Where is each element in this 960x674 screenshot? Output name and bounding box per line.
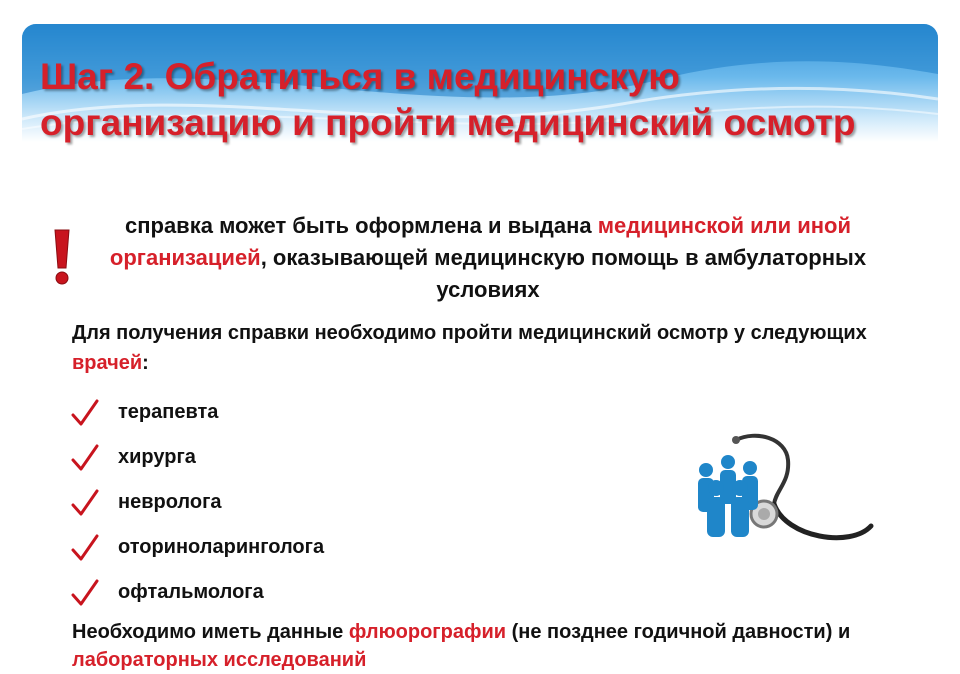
doctors-intro	[72, 318, 892, 378]
intro-highlight: врачей	[72, 352, 143, 374]
checkmark-icon	[70, 443, 100, 473]
doctor-label: офтальмолога	[118, 581, 264, 603]
page-title: Шаг 2. Обратиться в медицинскую организацию и пройти медицинский осмотр	[40, 56, 856, 143]
list-item	[70, 480, 324, 525]
list-item	[70, 390, 324, 435]
footer-highlight-2: лабораторных исследований	[72, 649, 367, 671]
list-item	[70, 525, 324, 570]
footer-highlight-1: флюорографии	[348, 621, 507, 643]
checkmark-icon	[70, 533, 100, 563]
intro-text: Для получения справки необходимо пройти медицинский осмотр у следующих	[72, 322, 867, 344]
intro-suffix: :	[142, 352, 149, 374]
exclamation-icon	[50, 228, 74, 286]
list-item	[70, 435, 324, 480]
notice-text	[92, 210, 884, 306]
notice-part-1: справка может быть оформлена и выдана	[124, 213, 598, 238]
list-item	[70, 570, 324, 615]
footer-text	[72, 618, 932, 674]
checkmark-icon	[70, 578, 100, 608]
footer-part-1: Необходимо иметь данные	[72, 621, 349, 643]
checkmark-icon	[70, 398, 100, 428]
doctor-label: оториноларинголога	[118, 536, 325, 558]
doctor-label: невролога	[118, 491, 222, 513]
doctor-label: хирурга	[118, 446, 196, 468]
doctors-stethoscope-icon	[676, 430, 876, 550]
checkmark-icon	[70, 488, 100, 518]
notice-part-2: , оказывающей медицинскую помощь в амбулаторных условиях	[260, 245, 867, 302]
doctors-list	[70, 390, 324, 615]
doctor-label: терапевта	[118, 401, 219, 423]
footer-part-2: (не позднее годичной давности) и	[506, 621, 851, 643]
notice-highlight: медицинской или иной организацией	[109, 213, 852, 270]
